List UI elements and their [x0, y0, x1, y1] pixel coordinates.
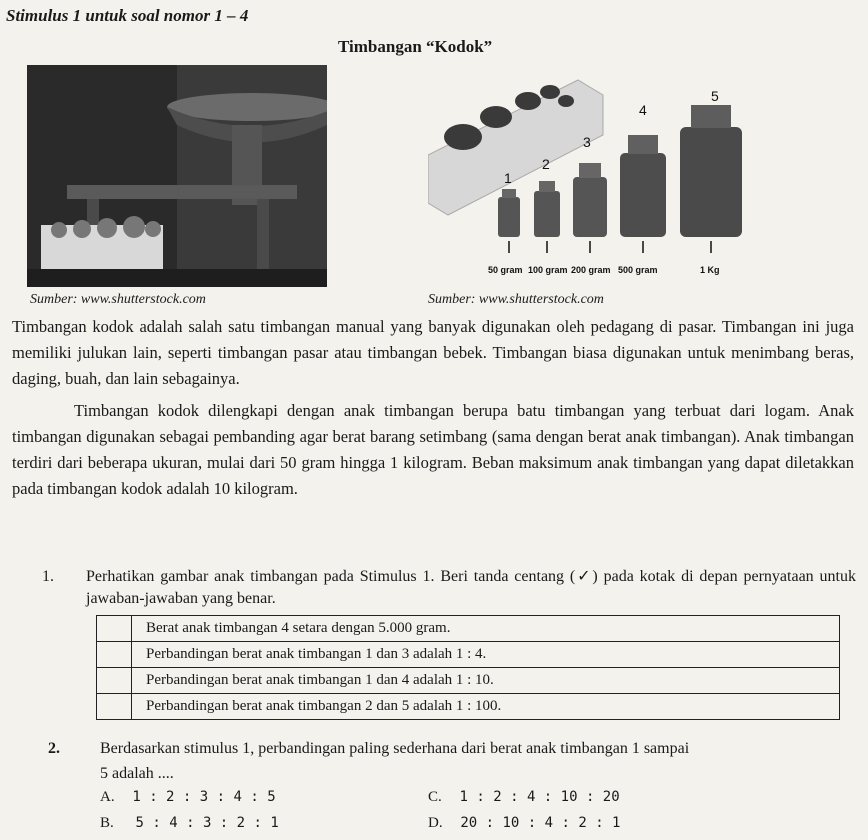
option-a-letter: A.: [100, 789, 115, 805]
weight-number-4: 4: [639, 102, 647, 118]
weight-label-1: 50 gram: [488, 265, 523, 275]
checkbox-statement-3[interactable]: [97, 668, 132, 694]
scale-photo: [27, 65, 327, 287]
figure-title: Timbangan “Kodok”: [338, 37, 493, 56]
option-b[interactable]: [100, 815, 279, 832]
option-d-letter: D.: [428, 815, 443, 831]
option-a[interactable]: [100, 789, 276, 806]
statement-3: Perbandingan berat anak timbangan 1 dan 4 adalah 1 : 10.: [132, 668, 840, 694]
question-1-number: 1.: [42, 568, 54, 585]
option-d[interactable]: [428, 815, 621, 832]
checkbox-statement-4[interactable]: [97, 694, 132, 720]
question-2-text-line2: 5 adalah ....: [100, 765, 174, 782]
checkbox-statement-1[interactable]: [97, 616, 132, 642]
option-a-value: 1 : 2 : 3 : 4 : 5: [132, 789, 276, 805]
option-d-value: 20 : 10 : 4 : 2 : 1: [460, 815, 621, 831]
option-c-value: 1 : 2 : 4 : 10 : 20: [459, 789, 620, 805]
weight-label-4: 500 gram: [618, 265, 658, 275]
question-2-text-line1: Berdasarkan stimulus 1, perbandingan paling sederhana dari berat anak timbangan 1 sampai: [100, 740, 690, 757]
table-row: [97, 694, 840, 720]
option-c-letter: C.: [428, 789, 442, 805]
option-b-letter: B.: [100, 815, 114, 831]
option-b-value: 5 : 4 : 3 : 2 : 1: [135, 815, 279, 831]
table-row: [97, 642, 840, 668]
option-c[interactable]: [428, 789, 620, 806]
paragraph-1: Timbangan kodok adalah salah satu timbangan manual yang banyak digunakan oleh pedagang di pasar. Timbangan ini juga memiliki julukan lain, seperti timbangan pasar atau timbangan bebek. Timbangan biasa digunakan untuk menimbang beras, daging, buah, dan lain sebagainya.: [12, 317, 854, 388]
weight-number-5: 5: [711, 88, 719, 104]
weight-label-2: 100 gram: [528, 265, 568, 275]
statement-4: Perbandingan berat anak timbangan 2 dan 5 adalah 1 : 100.: [132, 694, 840, 720]
statement-2: Perbandingan berat anak timbangan 1 dan 3 adalah 1 : 4.: [132, 642, 840, 668]
statement-1: Berat anak timbangan 4 setara dengan 5.000 gram.: [132, 616, 840, 642]
weight-number-3: 3: [583, 134, 591, 150]
table-row: [97, 616, 840, 642]
left-photo-source: Sumber: www.shutterstock.com: [30, 292, 206, 307]
question-1-text: Perhatikan gambar anak timbangan pada Stimulus 1. Beri tanda centang (✓) pada kotak di depan pernyataan untuk jawaban-jawaban yang benar.: [86, 568, 856, 607]
weight-label-5: 1 Kg: [700, 265, 720, 275]
scale-photo-illustration: [27, 65, 327, 287]
stimulus-text: [12, 314, 854, 502]
question-2-number: 2.: [48, 740, 60, 757]
statement-table: [96, 615, 840, 720]
weight-label-3: 200 gram: [571, 265, 611, 275]
weight-number-2: 2: [542, 156, 550, 172]
weight-number-1: 1: [504, 170, 512, 186]
weights-photo: [428, 65, 853, 287]
checkbox-statement-2[interactable]: [97, 642, 132, 668]
right-photo-source: Sumber: www.shutterstock.com: [428, 292, 604, 307]
paragraph-2: Timbangan kodok dilengkapi dengan anak timbangan berupa batu timbangan yang terbuat dari logam. Anak timbangan digunakan sebagai pembanding agar berat barang setimbang (sama dengan berat anak timbangan). Anak timbangan terdiri dari beberapa ukuran, mulai dari 50 gram hingga 1 kilogram. Beban maksimum anak timbangan yang dapat diletakkan pada timbangan kodok adalah 10 kilogram.: [12, 401, 854, 498]
stimulus-label: Stimulus 1 untuk soal nomor 1 – 4: [6, 6, 249, 25]
table-row: [97, 668, 840, 694]
